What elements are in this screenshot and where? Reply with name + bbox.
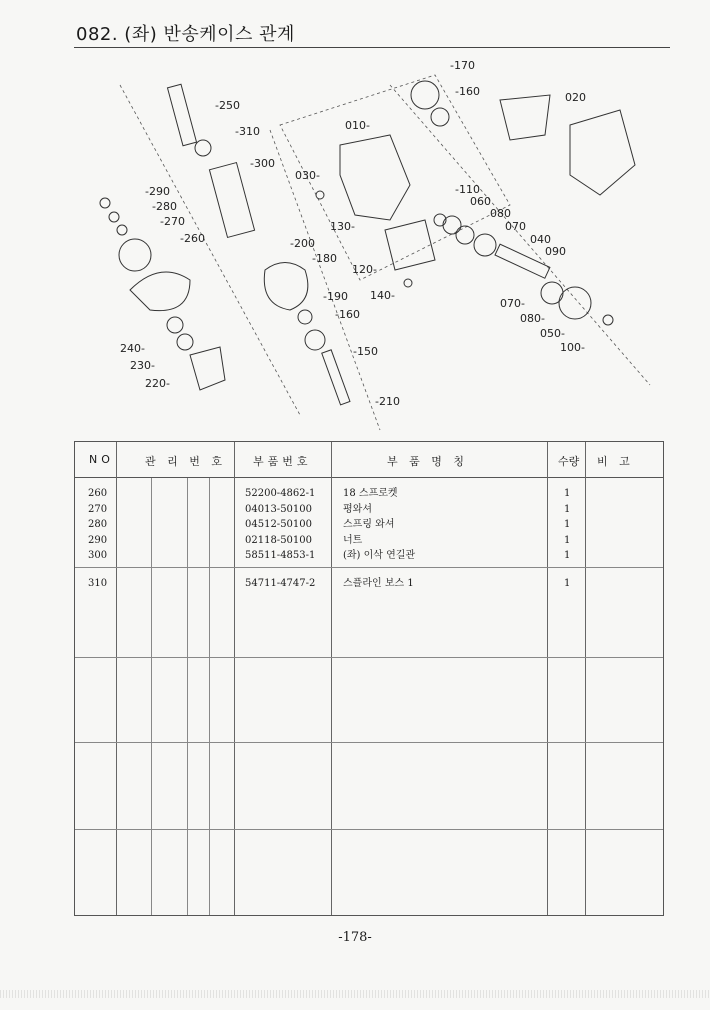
cell-part-name: 18 스프로켓: [343, 488, 398, 499]
seal-part: [167, 317, 183, 333]
page-number: -178-: [338, 930, 372, 945]
header-part-number: 부품번호: [253, 455, 312, 468]
shaft-part: [322, 350, 350, 405]
cell-quantity: 1: [564, 519, 571, 530]
bolt-part: [316, 191, 324, 199]
callout-label: -280: [152, 200, 177, 213]
cell-part-number: 52200-4862-1: [245, 488, 316, 499]
cell-part-number: 54711-4747-2: [245, 578, 316, 589]
cell-part-number: 04013-50100: [245, 503, 313, 515]
cell-no: 300: [88, 550, 108, 561]
callout-label: -200: [290, 237, 315, 250]
bevel-gear-part: [559, 287, 591, 319]
boss-part: [195, 140, 211, 156]
washer-part: [109, 212, 119, 222]
cell-no: 290: [88, 534, 108, 546]
column-divider: [547, 442, 548, 915]
gear-hub-part: [264, 263, 308, 311]
bearing-part: [431, 108, 449, 126]
case-flange-part: [385, 220, 435, 270]
cell-part-number: 04512-50100: [245, 519, 313, 530]
cell-part-name: 너트: [343, 534, 363, 546]
cell-quantity: 1: [564, 534, 571, 546]
bearing-part: [474, 234, 496, 256]
callout-label: 030-: [295, 169, 320, 182]
callout-label: 120-: [352, 263, 377, 276]
scan-artifact: [0, 990, 710, 998]
callout-label: -210: [375, 395, 400, 408]
cell-quantity: 1: [564, 550, 571, 561]
cell-quantity: 1: [564, 503, 571, 515]
callout-label: 050-: [540, 327, 565, 340]
cell-quantity: 1: [564, 488, 571, 499]
column-divider: [585, 442, 586, 915]
header-no: NO: [89, 453, 114, 466]
column-divider: [209, 478, 210, 915]
header-quantity: 수량: [558, 455, 580, 468]
column-divider: [151, 478, 152, 915]
housing-part: [190, 347, 225, 390]
cell-no: 310: [88, 578, 108, 589]
bearing-part: [177, 334, 193, 350]
header-part-name: 부 품 명 칭: [387, 455, 468, 468]
cell-part-name: (좌) 이삭 연길관: [343, 550, 416, 561]
callout-label: 010-: [345, 119, 370, 132]
parts-table: [74, 441, 664, 916]
callout-label: -160: [335, 308, 360, 321]
callout-label: 100-: [560, 341, 585, 354]
callout-label: -160: [455, 85, 480, 98]
callout-label: -260: [180, 232, 205, 245]
column-divider: [187, 478, 188, 915]
callout-label: 060: [470, 195, 491, 208]
callout-label: -170: [450, 59, 475, 72]
callout-label: -250: [215, 99, 240, 112]
callout-label: -310: [235, 125, 260, 138]
housing-part: [570, 110, 635, 195]
gasket-part: [500, 95, 550, 140]
shaft-part: [167, 84, 196, 146]
cell-no: 270: [88, 503, 108, 515]
callout-label: 140-: [370, 289, 395, 302]
callout-label: -110: [455, 183, 480, 196]
callout-label: -270: [160, 215, 185, 228]
cell-part-name: 평와셔: [343, 503, 372, 515]
callout-label: -300: [250, 157, 275, 170]
callout-label: 230-: [130, 359, 155, 372]
case-body-part: [340, 135, 410, 220]
column-divider: [116, 442, 117, 915]
callout-label: 020: [565, 91, 586, 104]
title-rule: [74, 47, 670, 48]
callout-label: 070-: [500, 297, 525, 310]
callout-label: -180: [312, 252, 337, 265]
cell-no: 280: [88, 519, 108, 530]
bearing-part: [305, 330, 325, 350]
callout-label: 240-: [120, 342, 145, 355]
shaft-part: [495, 244, 550, 278]
tube-part: [209, 163, 254, 238]
callout-label: -290: [145, 185, 170, 198]
nut-part: [603, 315, 613, 325]
bearing-part: [541, 282, 563, 304]
diagram-guide-line: [270, 130, 380, 430]
nut-part: [100, 198, 110, 208]
callout-label: -190: [323, 290, 348, 303]
exploded-parts-diagram: [90, 55, 670, 440]
row-group-1-no: [88, 486, 107, 564]
sprocket-part: [119, 239, 151, 271]
column-divider: [234, 442, 235, 915]
row-group-1-qty: [564, 486, 570, 564]
cell-quantity: 1: [564, 578, 571, 589]
callout-label: 080-: [520, 312, 545, 325]
gear-part: [443, 216, 461, 234]
callout-label: 080: [490, 207, 511, 220]
row-group-1-part-no: [245, 486, 315, 564]
cell-part-name: 스프링 와셔: [343, 519, 395, 530]
callout-label: 040: [530, 233, 551, 246]
parts-diagram-svg: [90, 55, 670, 440]
callout-label: 130-: [330, 220, 355, 233]
callout-label: 220-: [145, 377, 170, 390]
seal-part: [456, 226, 474, 244]
row-group-divider: [75, 742, 663, 743]
cell-part-number: 58511-4853-1: [245, 550, 316, 561]
cell-no: 260: [88, 488, 108, 499]
column-divider: [331, 442, 332, 915]
row-group-1-part-name: [343, 486, 415, 564]
cover-part: [130, 272, 190, 311]
header-remarks: 비 고: [597, 455, 634, 468]
gear-part: [411, 81, 439, 109]
table-header-row: [75, 442, 663, 478]
oring-part: [298, 310, 312, 324]
cell-part-name: 스플라인 보스 1: [343, 578, 414, 589]
header-management-no: 관 리 번 호: [145, 455, 226, 468]
row-group-divider: [75, 657, 663, 658]
callout-label: -150: [353, 345, 378, 358]
callout-label: 090: [545, 245, 566, 258]
washer-part: [117, 225, 127, 235]
row-group-divider: [75, 829, 663, 830]
row-group-divider: [75, 567, 663, 568]
page-title: 082. (좌) 반송케이스 관계: [76, 24, 295, 45]
callout-label: 070: [505, 220, 526, 233]
bolt-part: [404, 279, 412, 287]
cell-part-number: 02118-50100: [245, 534, 313, 546]
